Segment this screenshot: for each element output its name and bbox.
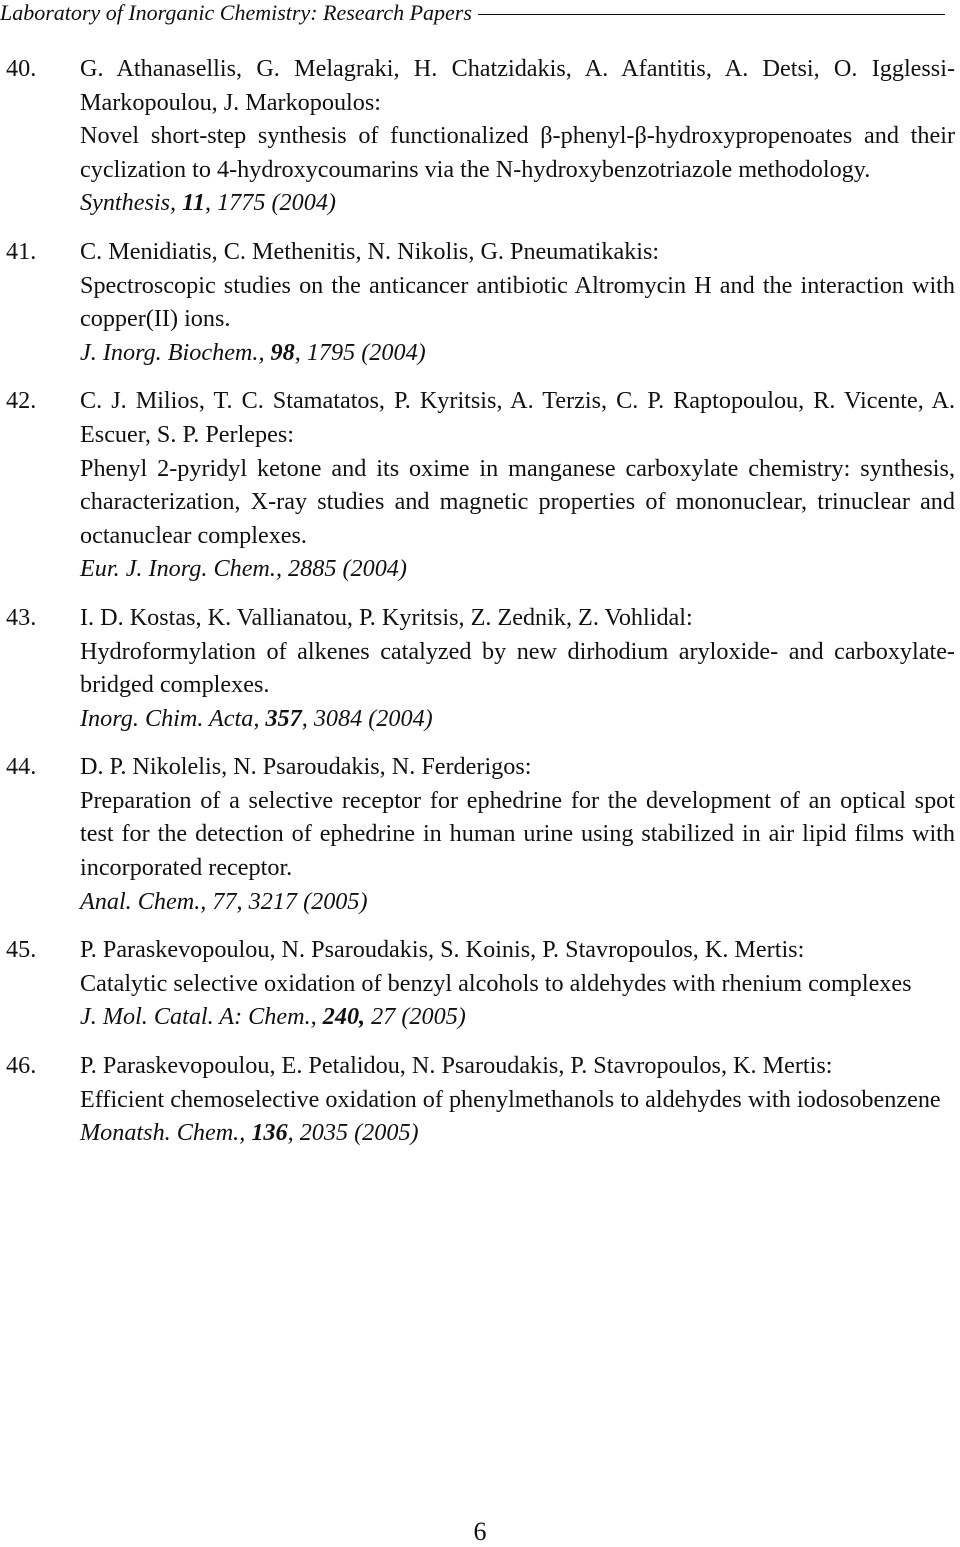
reference-item [0, 235, 955, 369]
reference-item [0, 601, 955, 735]
reference-item [0, 384, 955, 586]
reference-number: 43. [6, 603, 37, 631]
reference-authors: P. Paraskevopoulou, E. Petalidou, N. Psaroudakis, P. Stavropoulos, K. Mertis: [80, 1052, 833, 1080]
header-rule [478, 14, 945, 15]
reference-item [0, 750, 955, 918]
reference-citation [80, 186, 955, 220]
reference-authors: C. Menidiatis, C. Methenitis, N. Nikolis, G. Pneumatikakis: [80, 237, 660, 265]
reference-authors: C. J. Milios, T. C. Stamatatos, P. Kyritsis, A. Terzis, C. P. Raptopoulou, R. Vicente, A. Escuer, S. P. Perlepes: [80, 387, 955, 448]
reference-authors: I. D. Kostas, K. Vallianatou, P. Kyritsis, Z. Zednik, Z. Vohlidal: [80, 603, 693, 631]
reference-pages: , 1795 (2004) [294, 338, 426, 366]
reference-volume: 98 [270, 338, 295, 366]
reference-citation [80, 885, 955, 919]
reference-journal: Anal. Chem., [80, 887, 213, 915]
reference-authors: G. Athanasellis, G. Melagraki, H. Chatzidakis, A. Afantitis, A. Detsi, O. Igglessi-Markopoulou, J. Markopoulos: [80, 55, 955, 116]
reference-number: 46. [6, 1052, 37, 1080]
reference-pages: , 3084 (2004) [301, 704, 433, 732]
header-title: Laboratory of Inorganic Chemistry: Research Papers [0, 0, 472, 25]
reference-item [0, 1049, 955, 1150]
reference-list [0, 52, 960, 1165]
reference-number: 40. [6, 55, 37, 82]
reference-authors: D. P. Nikolelis, N. Psaroudakis, N. Ferderigos: [80, 753, 532, 781]
reference-citation [80, 552, 955, 586]
reference-number: 44. [6, 753, 37, 781]
reference-title: Phenyl 2-pyridyl ketone and its oxime in manganese carboxylate chemistry: synthesis, characterization, X-ray studies and magnetic properties of mononuclear, trinuclear and octanuclear complexes. [80, 454, 955, 549]
reference-citation [80, 702, 955, 736]
reference-volume: 240, [322, 1003, 366, 1031]
reference-journal: Synthesis, [80, 189, 183, 217]
reference-pages: , 1775 (2004) [204, 189, 336, 217]
reference-title: Preparation of a selective receptor for ephedrine for the development of an optical spot test for the detection of ephedrine in human urine using stabilized in air lipid films with incorporated receptor. [80, 786, 955, 882]
reference-number: 45. [6, 936, 37, 964]
reference-number: 41. [6, 237, 37, 265]
reference-title: Spectroscopic studies on the anticancer antibiotic Altromycin H and the interaction with copper(II) ions. [80, 271, 955, 333]
running-header [0, 0, 945, 26]
reference-item [0, 933, 955, 1034]
reference-journal: J. Mol. Catal. A: Chem., [80, 1003, 323, 1031]
reference-volume: 357 [265, 704, 302, 732]
reference-title: Catalytic selective oxidation of benzyl alcohols to aldehydes with rhenium complexes [80, 969, 912, 997]
reference-citation [80, 336, 955, 370]
reference-item [0, 52, 955, 220]
reference-citation [80, 1116, 955, 1150]
reference-journal: J. Inorg. Biochem., [80, 338, 271, 366]
reference-journal: Monatsh. Chem., [80, 1119, 252, 1147]
reference-pages: , 2885 (2004) [275, 555, 407, 583]
reference-title: Hydroformylation of alkenes catalyzed by new dirhodium aryloxide- and carboxylate-bridged complexes. [80, 637, 955, 699]
reference-title: Efficient chemoselective oxidation of phenylmethanols to aldehydes with iodosobenzene [80, 1085, 941, 1113]
reference-volume: 11 [182, 189, 205, 217]
reference-pages: 77, 3217 (2005) [212, 887, 368, 915]
reference-journal: Inorg. Chim. Acta, [80, 704, 266, 732]
reference-pages: 27 (2005) [365, 1003, 466, 1031]
reference-number: 42. [6, 387, 37, 415]
page-number: 6 [473, 1517, 487, 1546]
reference-volume: 136 [251, 1119, 288, 1147]
reference-authors: P. Paraskevopoulou, N. Psaroudakis, S. Koinis, P. Stavropoulos, K. Mertis: [80, 936, 805, 964]
reference-title: Novel short-step synthesis of functionalized β-phenyl-β-hydroxypropenoates and their cyclization to 4-hydroxycoumarins via the N-hydroxybenzotriazole methodology. [80, 122, 955, 183]
reference-journal: Eur. J. Inorg. Chem. [80, 555, 276, 583]
reference-citation [80, 1000, 955, 1034]
reference-pages: , 2035 (2005) [287, 1119, 419, 1147]
